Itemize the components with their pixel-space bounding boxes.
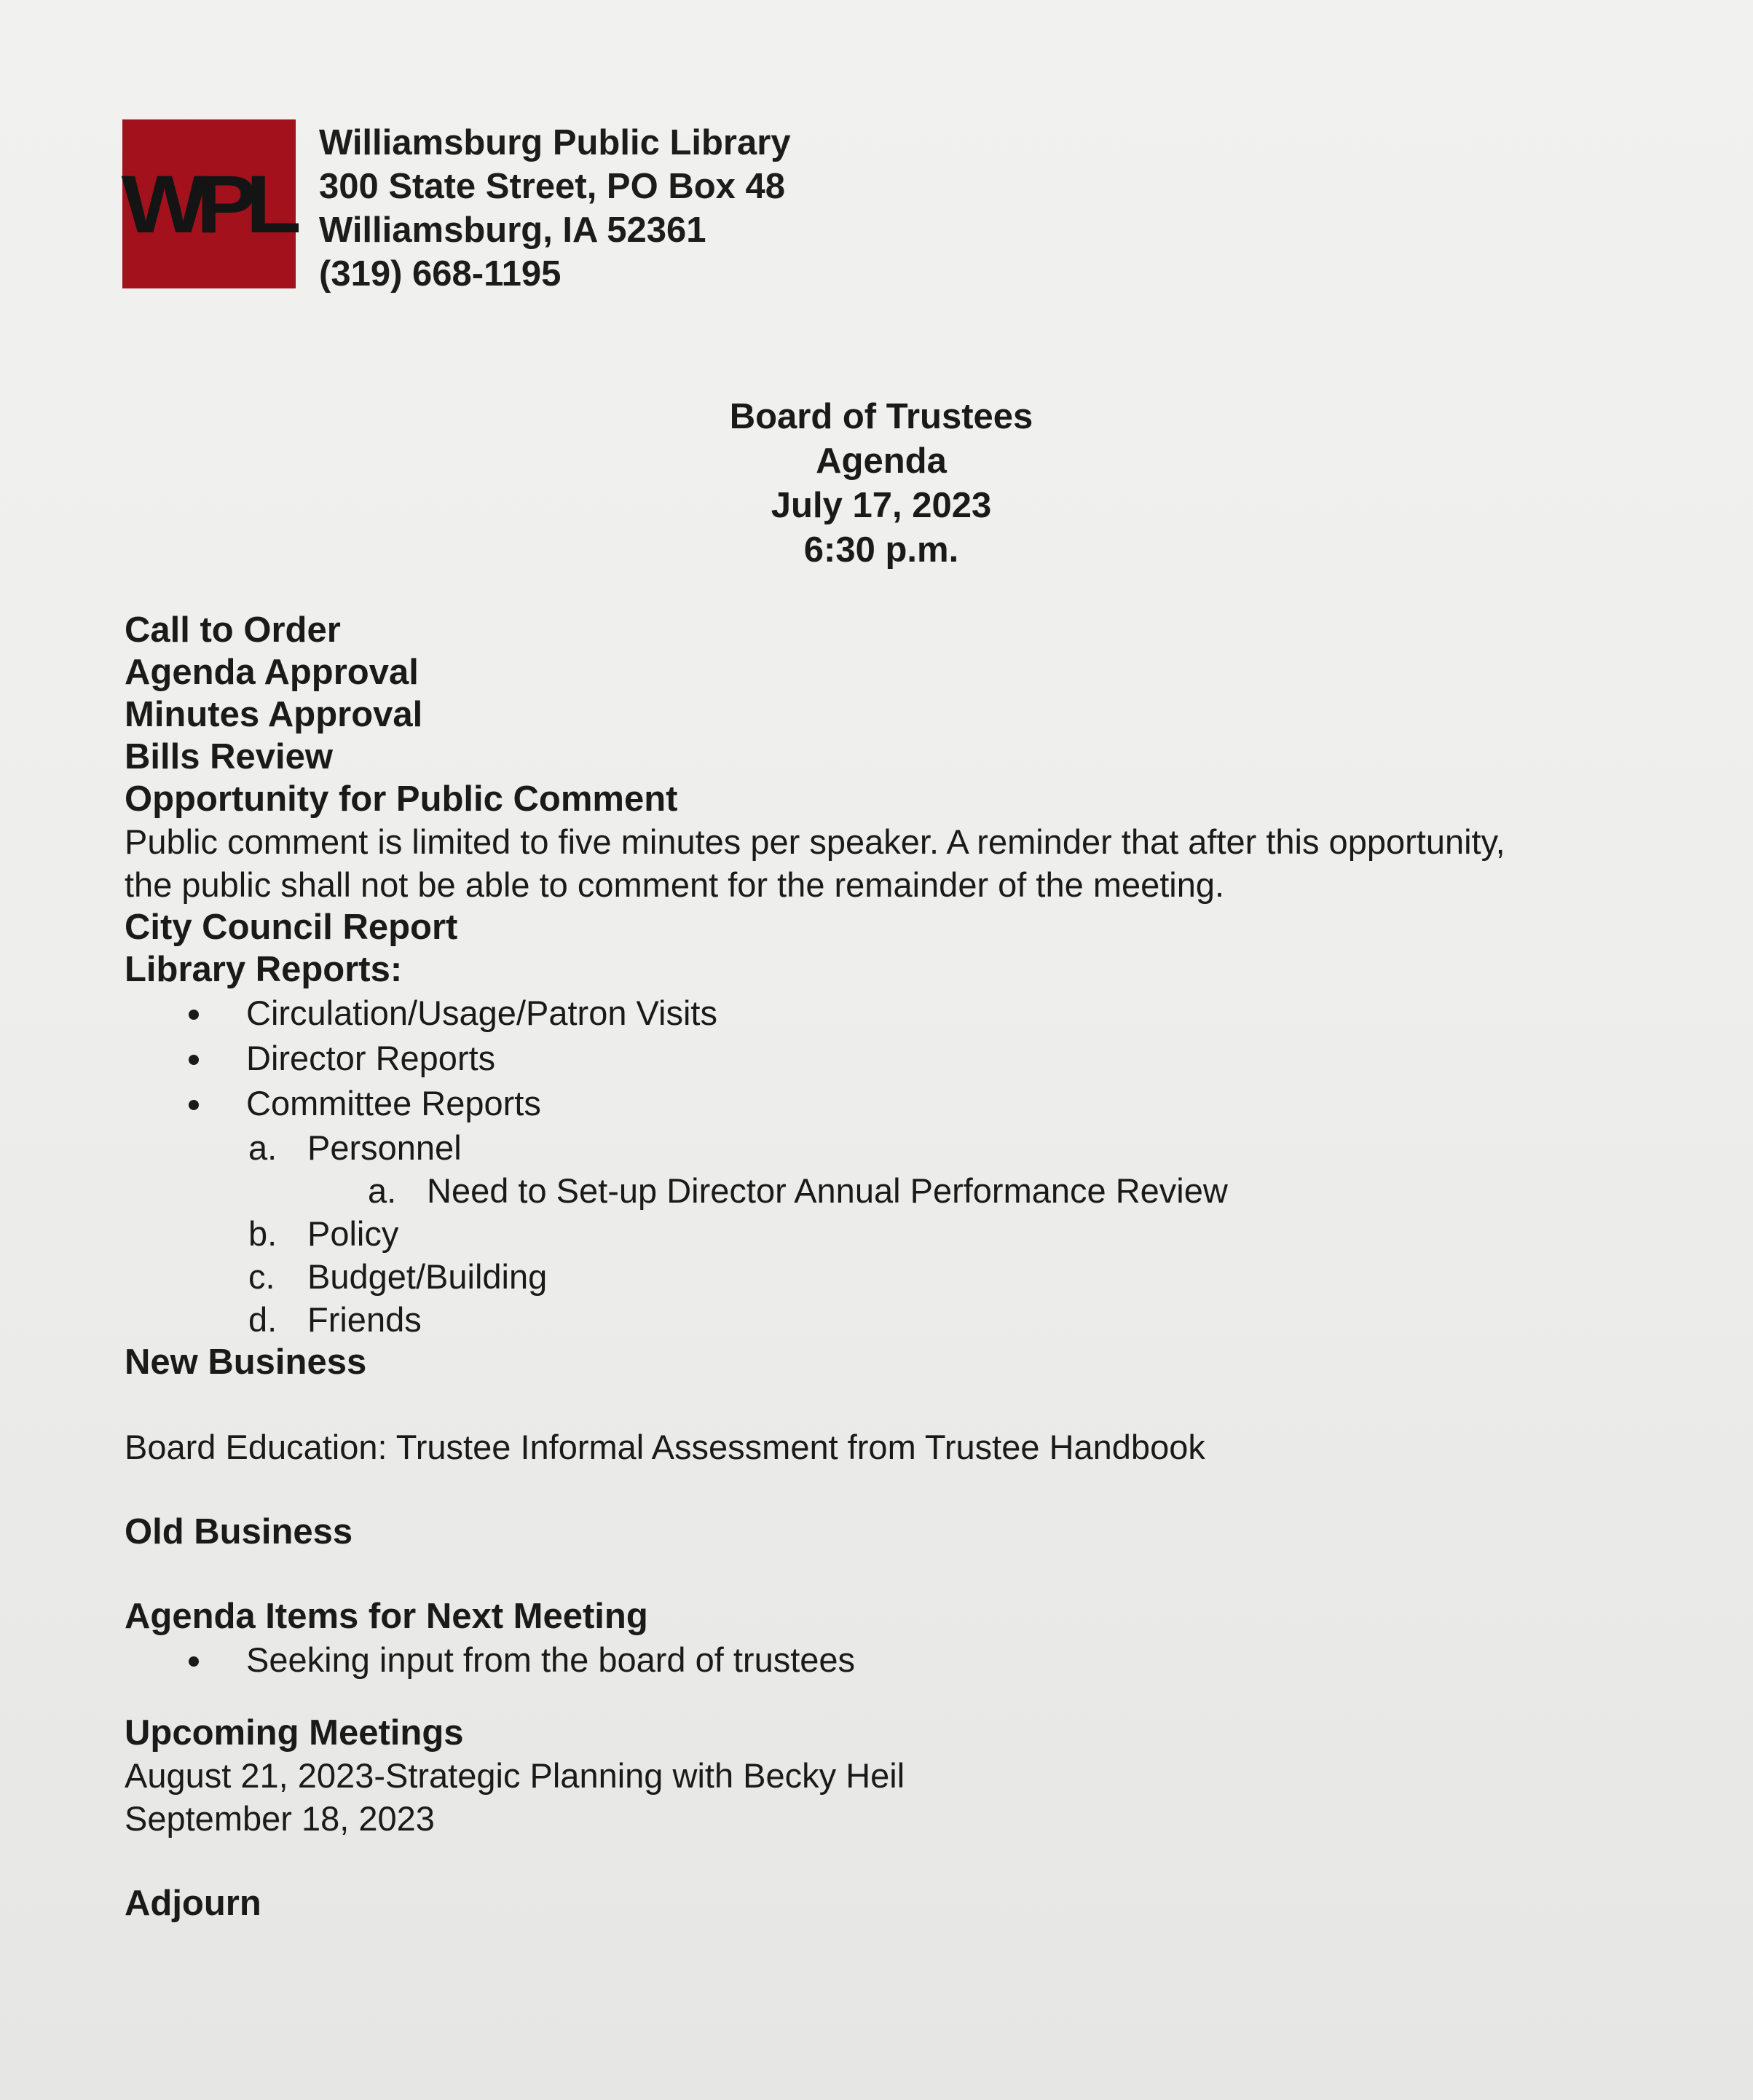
item-adjourn: Adjourn [125,1884,261,1923]
bullet-icon [189,1656,199,1667]
spacer [125,1683,1690,1712]
committee-item [125,1126,1690,1169]
logo-text: WPL [121,158,290,250]
library-name: Williamsburg Public Library [319,123,791,162]
meeting-date: July 17, 2023 [771,486,992,525]
library-phone: (319) 668-1195 [319,254,562,294]
spacer [125,1553,1690,1595]
item-bills-review: Bills Review [125,737,333,776]
library-city: Williamsburg, IA 52361 [319,211,706,250]
committee-personnel: Personnel [307,1128,462,1167]
report-committee: Committee Reports [246,1084,541,1122]
committee-friends: Friends [307,1300,422,1339]
public-comment-text-1: Public comment is limited to five minutes per speaker. A reminder that after this opportunity, [125,822,1505,861]
public-comment-text-2: the public shall not be able to comment for the remainder of the meeting. [125,865,1225,904]
spacer [125,1383,1690,1425]
library-address: 300 State Street, PO Box 48 [319,167,786,206]
item-public-comment: Opportunity for Public Comment [125,779,678,819]
committee-policy: Policy [307,1214,399,1253]
agenda-body [125,609,1690,1924]
bullet-icon [189,1010,199,1020]
library-logo [122,119,296,288]
next-meeting-input: Seeking input from the board of trustees [246,1640,856,1679]
list-item [125,1036,1690,1081]
committee-item [125,1212,1690,1255]
committee-item [125,1255,1690,1298]
spacer [125,1468,1690,1511]
meeting-time: 6:30 p.m. [803,530,959,570]
upcoming-meeting-1: August 21, 2023-Strategic Planning with Becky Heil [125,1756,905,1795]
report-circulation: Circulation/Usage/Patron Visits [246,994,717,1032]
item-city-council-report: City Council Report [125,908,458,947]
item-next-meeting-agenda: Agenda Items for Next Meeting [125,1597,648,1636]
item-library-reports: Library Reports: [125,950,403,989]
item-agenda-approval: Agenda Approval [125,653,419,692]
report-director: Director Reports [246,1039,496,1077]
personnel-sub-label: Need to Set-up Director Annual Performance Review [427,1171,1228,1210]
item-minutes-approval: Minutes Approval [125,695,423,734]
personnel-sub-item [125,1169,1690,1212]
item-old-business: Old Business [125,1512,353,1552]
bullet-icon [189,1055,199,1065]
list-item [125,991,1690,1036]
list-item [125,1081,1690,1126]
agenda-title: Agenda [816,441,947,481]
spacer [125,1840,1690,1882]
board-title: Board of Trustees [729,397,1033,436]
committee-marker: b. [248,1214,277,1253]
committee-marker: a. [248,1128,277,1167]
list-item [125,1637,1690,1683]
committee-marker: c. [248,1257,275,1296]
agenda-title-block [655,395,1107,573]
committee-budget-building: Budget/Building [307,1257,548,1296]
board-education-text: Board Education: Trustee Informal Assessment from Trustee Handbook [125,1428,1205,1466]
committee-item [125,1298,1690,1341]
item-upcoming-meetings: Upcoming Meetings [125,1713,464,1753]
committee-marker: d. [248,1300,277,1339]
upcoming-meeting-2: September 18, 2023 [125,1799,435,1838]
letterhead [319,121,791,296]
item-call-to-order: Call to Order [125,610,341,650]
personnel-sub-marker: a. [368,1171,397,1210]
bullet-icon [189,1100,199,1110]
item-new-business: New Business [125,1342,367,1382]
